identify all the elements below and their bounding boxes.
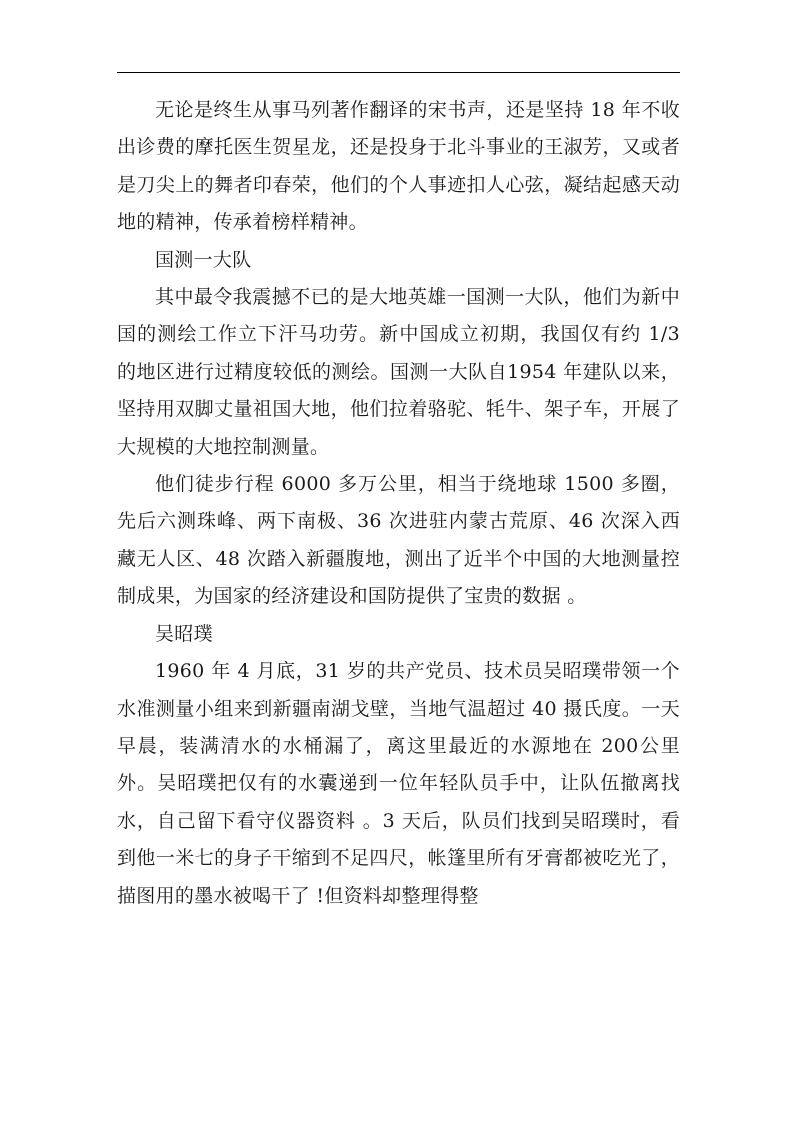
- section-heading-survey-team: 国测一大队: [155, 248, 252, 271]
- paragraph-role-models: 无论是终生从事马列著作翻译的宋书声，还是坚持 18 年不收出诊费的摩托医生贺星龙，还是投身于北斗事业的王淑芳，又或者是刀尖上的舞者印春荣，他们的个人事迹扣人心弦，凝结起感天动地的精神，传承着榜样精神。: [117, 99, 680, 234]
- section-heading-wu-zhaopu: 吴昭璞: [155, 622, 213, 645]
- paragraph-survey-team-intro: 其中最令我震撼不已的是大地英雄一国测一大队，他们为新中国的测绘工作立下汗马功劳。新中国成立初期，我国仅有约 1/3 的地区进行过精度较低的测绘。国测一大队自1954 年建队以来，坚持用双脚丈量祖国大地，他们拉着骆驼、牦牛、架子车，开展了大规模的大地控制测量。: [117, 286, 680, 458]
- document-body: [117, 92, 680, 915]
- paragraph-wu-zhaopu-story: 1960 年 4 月底，31 岁的共产党员、技术员吴昭璞带领一个水准测量小组来到新疆南湖戈壁，当地气温超过 40 摄氏度。一天早晨，装满清水的水桶漏了，离这里最近的水源地在 200公里外。吴昭璞把仅有的水囊递到一位年轻队员手中，让队伍撤离找水，自己留下看守仪器资料 。3 天后，队员们找到吴昭璞时，看到他一米七的身子干缩到不足四尺，帐篷里所有牙膏都被吃光了，描图用的墨水被喝干了 !但资料却整理得整: [117, 660, 680, 907]
- header-rule: [117, 72, 680, 73]
- paragraph-survey-team-achievements: 他们徒步行程 6000 多万公里，相当于绕地球 1500 多圈，先后六测珠峰、两下南极、36 次进驻内蒙古荒原、46 次深入西藏无人区、48 次踏入新疆腹地，测出了近半个中国的大地测量控制成果，为国家的经济建设和国防提供了宝贵的数据 。: [117, 473, 680, 608]
